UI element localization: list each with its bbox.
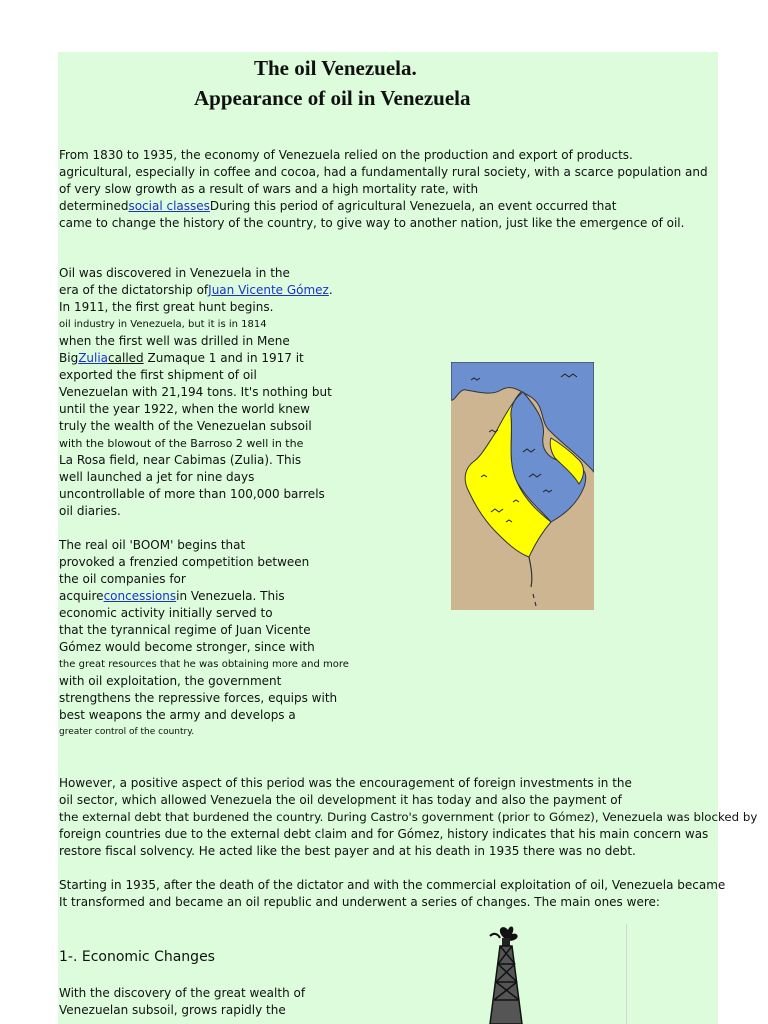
page-title: The oil Venezuela. (254, 56, 417, 80)
text-line: provoked a frenzied competition between (59, 555, 310, 569)
link-social-classes[interactable]: social classes (128, 199, 210, 213)
text-line: The real oil 'BOOM' begins that (59, 538, 246, 552)
text-line (59, 588, 285, 605)
lake-maracaibo-map (451, 362, 594, 610)
text-line: Oil was discovered in Venezuela in the (59, 266, 290, 280)
text-line: truly the wealth of the Venezuelan subsoil (59, 419, 312, 433)
text-line (59, 282, 333, 299)
text-line: foreign countries due to the external debt claim and for Gómez, history indicates that his main concern was (59, 827, 709, 841)
text-line: agricultural, especially in coffee and cocoa, had a fundamentally rural society, with a scarce population and (59, 165, 708, 179)
text-line: With the discovery of the great wealth of (59, 986, 306, 1000)
text-line: came to change the history of the country, to give way to another nation, just like the emergence of oil. (59, 216, 685, 230)
text-line: Gómez would become stronger, since with (59, 640, 315, 654)
text-line (59, 350, 304, 367)
page-subtitle: Appearance of oil in Venezuela (194, 86, 471, 110)
text-line: that the tyrannical regime of Juan Vicente (59, 623, 311, 637)
text-line: oil sector, which allowed Venezuela the oil development it has today and also the payment of (59, 793, 622, 807)
text-span: During this period of agricultural Venezuela, an event occurred that (209, 199, 617, 213)
text-line: In 1911, the first great hunt begins. (59, 300, 274, 314)
text-line: Starting in 1935, after the death of the dictator and with the commercial exploitation of oil, Venezuela became (59, 878, 726, 892)
text-line: La Rosa field, near Cabimas (Zulia). This (59, 453, 302, 467)
text-line: It transformed and became an oil republic and underwent a series of changes. The main ones were: (59, 895, 660, 909)
oil-derrick-icon (482, 924, 532, 1024)
link-juan-vicente-gomez[interactable]: Juan Vicente Gómez (208, 283, 329, 297)
text-span: acquire (59, 589, 104, 603)
text-line: the external debt that burdened the country. During Castro's government (prior to Gómez), Venezuela was blocked by (59, 810, 758, 824)
text-line: exported the first shipment of oil (59, 368, 257, 382)
text-line: with oil exploitation, the government (59, 674, 282, 688)
link-concessions[interactable]: concessions (103, 589, 177, 603)
text-line: greater control of the country. (59, 727, 195, 737)
text-line: oil diaries. (59, 504, 121, 518)
text-line: However, a positive aspect of this period was the encouragement of foreign investments in the (59, 776, 632, 790)
text-line: Venezuelan subsoil, grows rapidly the (59, 1003, 286, 1017)
text-line: strengthens the repressive forces, equips with (59, 691, 338, 705)
text-span: . (328, 283, 333, 297)
text-line: of very slow growth as a result of wars and a high mortality rate, with (59, 182, 479, 196)
text-line: economic activity initially served to (59, 606, 273, 620)
link-zulia[interactable]: Zulia (78, 351, 109, 365)
text-line: restore fiscal solvency. He acted like the best payer and at his death in 1935 there was no debt. (59, 844, 636, 858)
text-line: until the year 1922, when the world knew (59, 402, 310, 416)
text-span: determined (59, 199, 129, 213)
text-line: uncontrollable of more than 100,000 barrels (59, 487, 325, 501)
text-line: the oil companies for (59, 572, 186, 586)
divider (626, 924, 627, 1024)
text-span: era of the dictatorship of (59, 283, 209, 297)
text-line: the great resources that he was obtaining more and more (59, 659, 349, 670)
text-line: with the blowout of the Barroso 2 well in the (59, 437, 304, 450)
text-line: well launched a jet for nine days (59, 470, 255, 484)
text-line: best weapons the army and develops a (59, 708, 296, 722)
text-span: in Venezuela. This (176, 589, 285, 603)
text-line: Venezuelan with 21,194 tons. It's nothing but (59, 385, 332, 399)
link-called[interactable]: called (108, 351, 144, 365)
text-line (59, 198, 616, 215)
text-line: From 1830 to 1935, the economy of Venezuela relied on the production and export of products. (59, 148, 633, 162)
text-span: Zumaque 1 and in 1917 it (143, 351, 304, 365)
section-heading: 1-. Economic Changes (59, 949, 215, 965)
text-line: oil industry in Venezuela, but it is in 1814 (59, 319, 267, 330)
text-span: Big (59, 351, 79, 365)
text-line: when the first well was drilled in Mene (59, 334, 290, 348)
